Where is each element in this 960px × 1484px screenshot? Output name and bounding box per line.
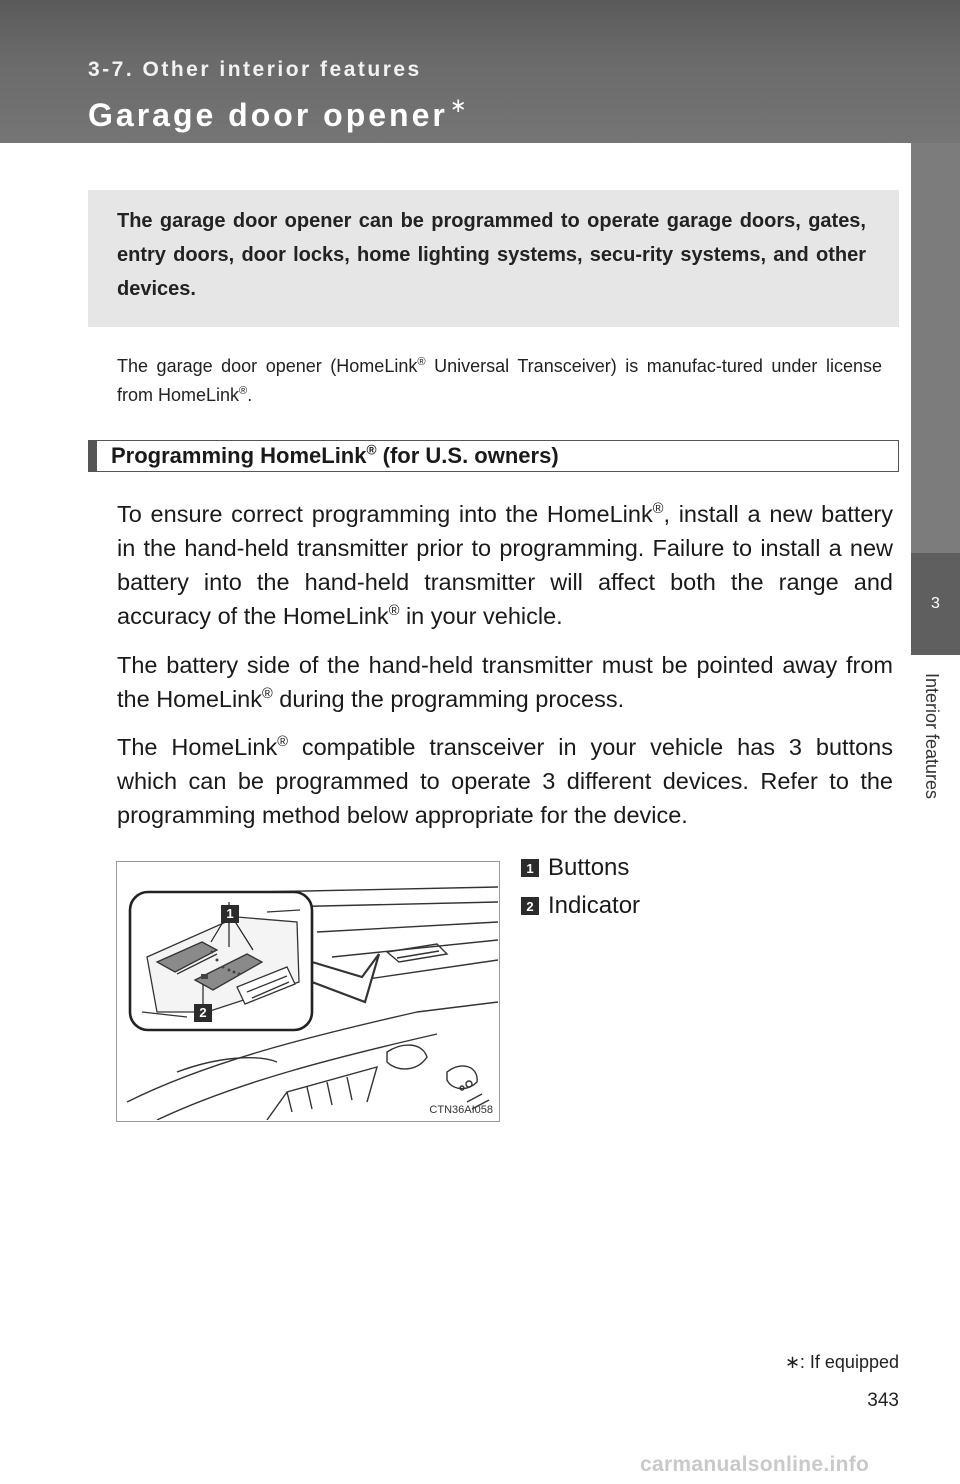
- paragraph-text: , install a new battery in the hand-held transmitter prior to programming. Failure to install a new battery into the hand-held transmitter will affect both the range and accuracy of the HomeLink: [117, 501, 894, 629]
- subheading-part1: Programming HomeLink: [111, 443, 367, 468]
- page-number: 343: [867, 1390, 899, 1411]
- side-tab-band: [911, 143, 960, 553]
- footnote: ∗: If equipped: [784, 1352, 899, 1372]
- homelink-drawing: [117, 862, 498, 1120]
- homelink-illustration: [116, 861, 500, 1122]
- paragraph-text: compatible transceiver in your vehicle has 3 buttons which can be programmed to operate 3 different devices. Refer to the programming method below appropriate for the device.: [117, 734, 893, 828]
- subheading-box: [88, 440, 899, 472]
- callout-1: 1: [226, 906, 234, 921]
- registered-mark: ®: [366, 442, 377, 458]
- paragraph-text: in your vehicle.: [399, 603, 563, 629]
- page-title: [88, 93, 470, 134]
- section-label: 3-7. Other interior features: [88, 58, 422, 81]
- intro-text: The garage door opener can be programmed to operate garage doors, gates, entry doors, door locks, home lighting systems, secu-rity systems, and other devices.: [117, 210, 866, 300]
- subheading: [111, 443, 559, 469]
- subheading-part2: (for U.S. owners): [376, 443, 559, 468]
- chapter-label-text: Interior features: [922, 673, 942, 800]
- intro-box: [88, 190, 899, 327]
- watermark-text: carmanualsonline.info: [640, 1453, 870, 1476]
- registered-mark: ®: [262, 686, 273, 703]
- registered-mark: ®: [277, 734, 288, 751]
- page-header: [0, 0, 960, 143]
- paragraph-transceiver: [117, 730, 893, 832]
- page-title-text: Garage door opener: [88, 97, 448, 133]
- if-equipped-mark: ∗: [449, 95, 470, 117]
- paragraph-battery-side: [117, 648, 893, 716]
- paragraph-text: The HomeLink: [117, 734, 278, 760]
- figure-code: CTN36AI058: [429, 1104, 493, 1116]
- paragraph-battery: [117, 497, 893, 633]
- registered-mark: ®: [652, 501, 664, 518]
- legend-badge: 2: [521, 897, 539, 915]
- paragraph-text: during the programming process.: [272, 686, 625, 712]
- chapter-side-tab: [911, 0, 960, 860]
- chapter-number: 3: [911, 553, 960, 655]
- registered-mark: ®: [388, 603, 400, 620]
- paragraph-text: To ensure correct programming into the HomeLink: [117, 501, 653, 527]
- license-note-part2: Universal Transceiver) is manufac-tured under license from HomeLink: [117, 356, 883, 405]
- legend-label: Buttons: [548, 854, 630, 881]
- legend-label: Indicator: [548, 892, 641, 919]
- license-note-part3: .: [247, 385, 253, 405]
- license-note: [117, 352, 882, 410]
- subheading-bar: [89, 441, 97, 471]
- registered-mark: ®: [417, 356, 426, 368]
- chapter-label: [911, 655, 960, 860]
- registered-mark: ®: [239, 385, 248, 397]
- legend-item-indicator: [521, 887, 640, 925]
- legend-badge: 1: [521, 859, 539, 877]
- license-note-part1: The garage door opener (HomeLink: [117, 356, 418, 376]
- legend-item-buttons: [521, 849, 640, 887]
- paragraph-text: The battery side of the hand-held transmitter must be pointed away from the HomeLink: [117, 652, 893, 712]
- figure-legend: [521, 849, 640, 925]
- callout-2: 2: [199, 1005, 207, 1020]
